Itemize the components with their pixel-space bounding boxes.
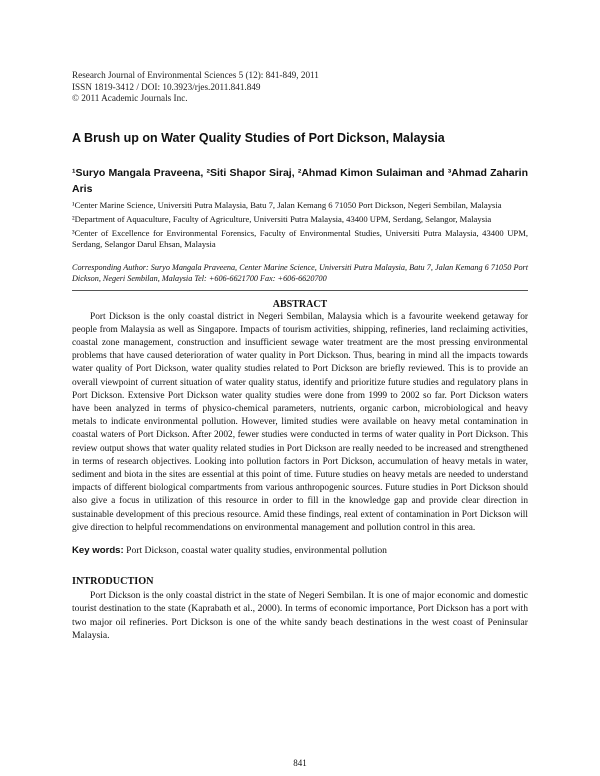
affiliation-2: ²Department of Aquaculture, Faculty of Agriculture, Universiti Putra Malaysia, 43400 UPM, Serdang, Selangor, Malaysia xyxy=(72,213,492,224)
journal-citation: Research Journal of Environmental Sciences 5 (12): 841-849, 2011 xyxy=(72,70,319,80)
introduction-heading: INTRODUCTION xyxy=(72,575,154,587)
affiliation-3: ³Center of Excellence for Environmental Forensics, Faculty of Environmental Studies, Universiti Putra Malaysia, 43400 UPM, Serdang, Selangor Darul Ehsan, Malaysia xyxy=(72,227,528,249)
paper-title: A Brush up on Water Quality Studies of Port Dickson, Malaysia xyxy=(72,130,445,145)
journal-copyright: © 2011 Academic Journals Inc. xyxy=(72,93,188,103)
divider xyxy=(72,290,528,291)
keywords-label: Key words: xyxy=(72,544,124,556)
abstract-body: Port Dickson is the only coastal district in Negeri Sembilan, Malaysia which is a favourite weekend getaway for people from Malaysia as well as Singapore. Impacts of tourism activities, shipping, refineries, land reclaiming activities, coastal zone management, construction and insufficient sewage water treatment are the most pressing environmental problems that have caused deterioration of water quality in Port Dickson. Thus, bearing in mind all the impacts towards water quality of Port Dickson, water quality studies related to Port Dickson are briefly reviewed. This is to provide an overall viewpoint of current situation of water quality status, identify and prioritize future studies and regulatory plans in Port Dickson. Extensive Port Dickson water quality studies were done from 1999 to 2002 so far. Port Dickson waters have been analyzed in terms of physico-chemical parameters, nutrients, organic carbon, microbiological and heavy metals to indicate environmental pollution. However, limited studies were available on heavy metal contamination in coastal waters of Port Dickson. After 2002, fewer studies were conducted in terms of water quality in Port Dickson. This review output shows that water quality related studies in Port Dickson are really needed to be increased and strengthened in terms of research objectives. Looking into pollution factors in Port Dickson, accumulation of heavy metals in water, sediment and biota in the sites are essential at this point of time. Future studies on heavy metals are needed to understand impacts of different biological compartments from various anthropogenic sources. Future studies in Port Dickson should also give a focus in utilization of this resource in order to fill in the knowledge gap and provide clear direction in sustainable development of this precious resource. Amid these findings, real extent of contamination in Port Dickson will give direction to helpful recommendations on environmental management and pollution control in this area. xyxy=(72,311,528,533)
journal-header xyxy=(72,70,528,105)
corresponding-author: Corresponding Author: Suryo Mangala Praveena, Center Marine Science, Universiti Putra Malaysia, Batu 7, Jalan Kemang 6 71050 Port Dickson, Negeri Sembilan, Malaysia Tel: +606-6621700 Fax: +606-6620700 xyxy=(72,262,528,283)
introduction-body: Port Dickson is the only coastal district in the state of Negeri Sembilan. It is one of major economic and domestic tourist destination to the state (Kaprabath et al., 2000). In terms of economic importance, Port Dickson has a port with two major oil refineries. Port Dickson is one of the white sandy beach destinations in the west coast of Peninsular Malaysia. xyxy=(72,589,528,642)
affiliation-1: ¹Center Marine Science, Universiti Putra Malaysia, Batu 7, Jalan Kemang 6 71050 Port Dickson, Negeri Sembilan, Malaysia xyxy=(72,199,502,210)
affiliations xyxy=(72,200,528,250)
page-number: 841 xyxy=(293,758,307,768)
keywords xyxy=(72,545,528,556)
journal-issn: ISSN 1819-3412 / DOI: 10.3923/rjes.2011.841.849 xyxy=(72,81,261,92)
keywords-text: Port Dickson, coastal water quality studies, environmental pollution xyxy=(126,544,387,556)
author-list: ¹Suryo Mangala Praveena, ²Siti Shapor Siraj, ²Ahmad Kimon Sulaiman and ³Ahmad Zaharin Aris xyxy=(72,166,528,195)
abstract-heading: ABSTRACT xyxy=(272,298,328,310)
